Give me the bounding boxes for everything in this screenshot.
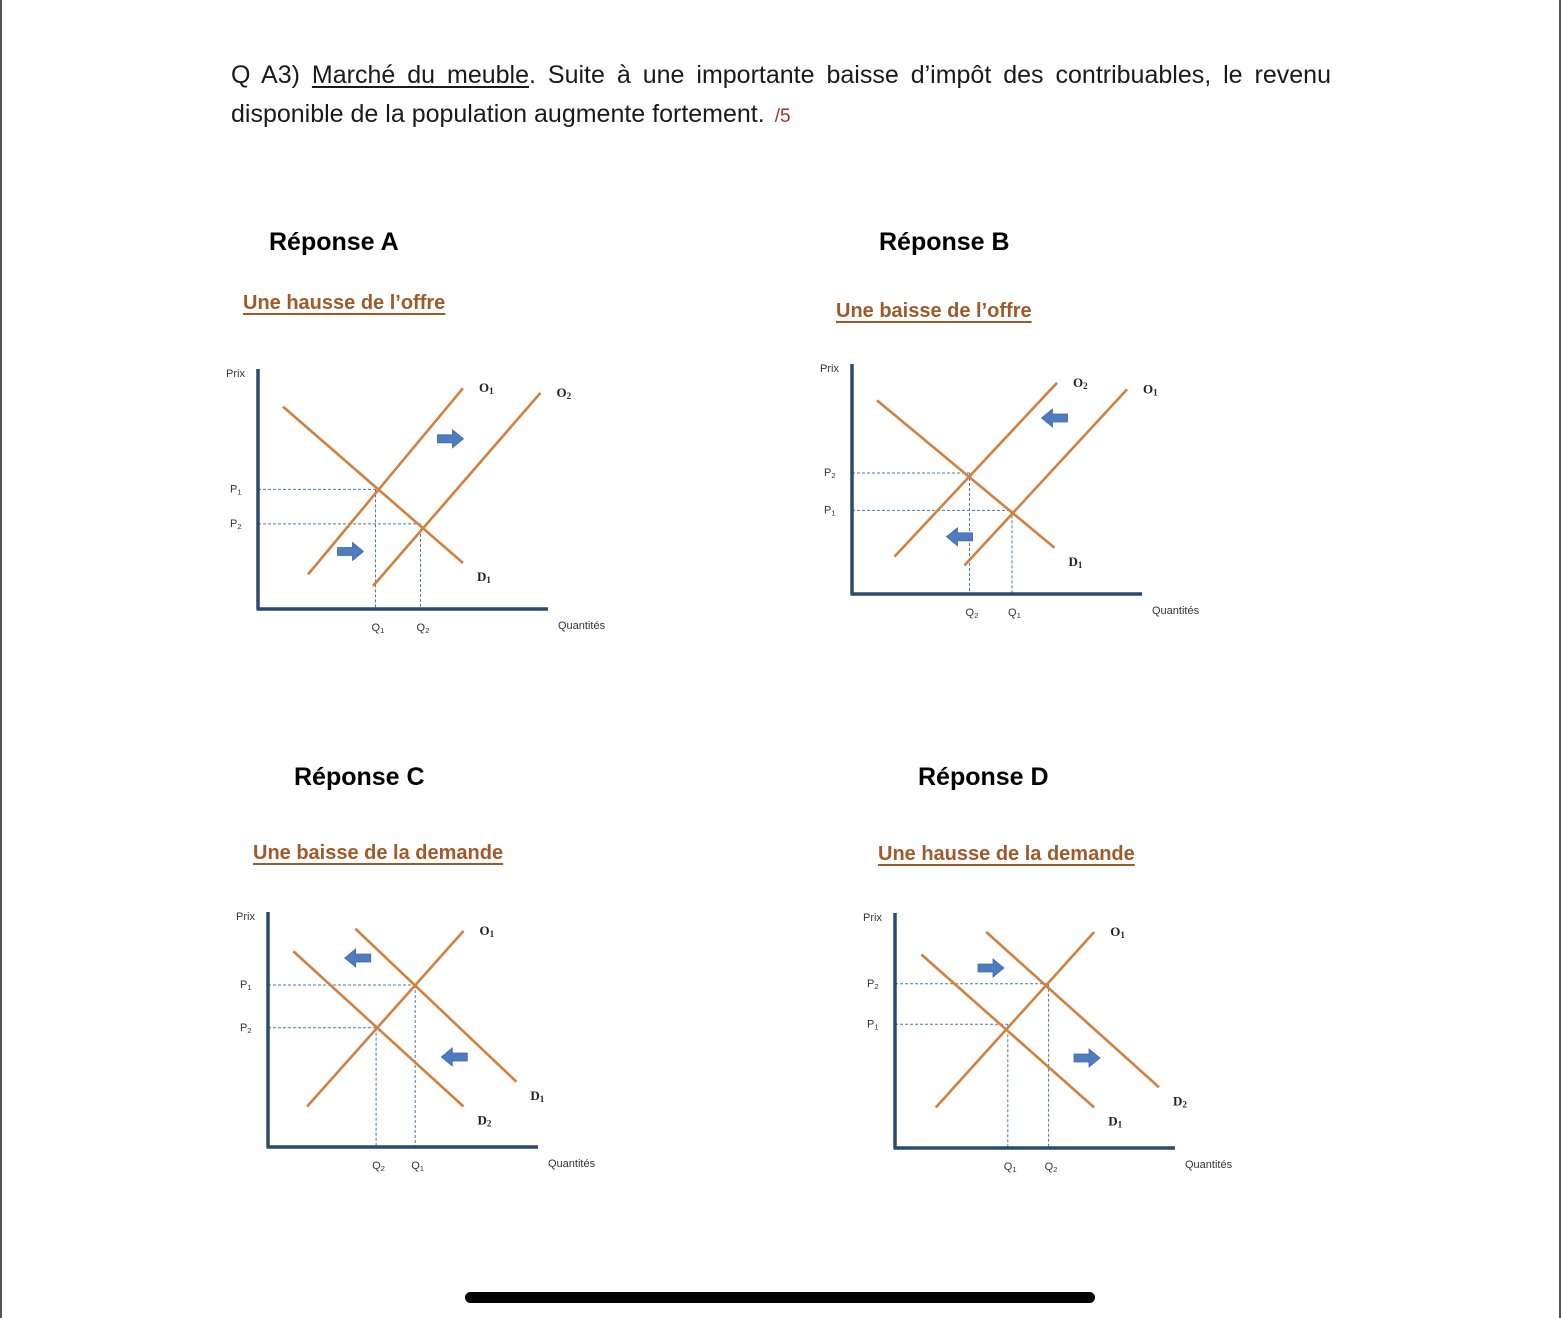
question-text xyxy=(231,56,1331,136)
answer-a-label[interactable]: Réponse A xyxy=(269,228,399,256)
y-axis-label: Prix xyxy=(236,911,255,923)
shift-arrow-right-icon xyxy=(1074,1049,1100,1067)
home-indicator[interactable] xyxy=(465,1292,1095,1303)
shift-arrow-left-icon xyxy=(1042,409,1068,427)
question-prefix: Q A3) xyxy=(231,61,312,89)
x-axis-label: Quantités xyxy=(1185,1159,1233,1171)
curve-label-o2: O2 xyxy=(1073,374,1088,391)
quantity-tick-label: Q1 xyxy=(371,622,385,635)
price-tick-label: P1 xyxy=(240,979,252,992)
curve-label-d1: D1 xyxy=(477,569,491,585)
curve-label-o1: O1 xyxy=(1143,381,1158,398)
page-right-edge xyxy=(1559,0,1561,1318)
curve-label-o1: O1 xyxy=(479,923,495,939)
question-market: Marché du meuble xyxy=(311,61,529,89)
supply-curve-o1 xyxy=(308,388,463,574)
x-axis-label: Quantités xyxy=(1152,605,1200,617)
y-axis-label: Prix xyxy=(863,912,882,924)
shift-arrow-right-icon xyxy=(978,959,1004,977)
quantity-tick-label: Q2 xyxy=(416,622,430,635)
chart-answer-c xyxy=(228,912,608,1182)
answer-c-subtitle: Une baisse de la demande xyxy=(253,842,504,864)
y-axis-label: Prix xyxy=(226,368,245,380)
curve-label-d1: D1 xyxy=(1068,553,1083,570)
curve-label-o1: O1 xyxy=(479,380,494,397)
shift-arrow-left-icon xyxy=(947,528,973,546)
y-axis-label: Prix xyxy=(820,363,839,375)
curve-label-o1: O1 xyxy=(1110,924,1125,940)
demand-curve-d1 xyxy=(283,407,463,563)
shift-arrow-left-icon xyxy=(441,1048,467,1066)
answer-d-label[interactable]: Réponse D xyxy=(918,763,1049,791)
price-tick-label: P2 xyxy=(240,1021,252,1035)
demand-curve-d1 xyxy=(355,929,516,1082)
answer-b-label[interactable]: Réponse B xyxy=(879,228,1010,256)
price-tick-label: P1 xyxy=(867,1018,879,1032)
chart-answer-d xyxy=(855,912,1250,1182)
curve-label-d1: D1 xyxy=(530,1087,545,1104)
demand-curve-d2 xyxy=(293,951,463,1106)
curve-label-d1: D1 xyxy=(1108,1113,1123,1130)
chart-answer-a xyxy=(220,365,620,645)
quantity-tick-label: Q2 xyxy=(372,1160,385,1173)
quantity-tick-label: Q1 xyxy=(1003,1161,1017,1174)
page-left-edge xyxy=(0,0,2,1318)
chart-answer-b xyxy=(812,363,1212,628)
shift-arrow-left-icon xyxy=(345,949,371,967)
quantity-tick-label: Q1 xyxy=(1008,607,1021,620)
shift-arrow-right-icon xyxy=(438,430,464,448)
shift-arrow-right-icon xyxy=(338,543,364,561)
price-tick-label: P2 xyxy=(230,517,242,531)
curve-label-d2: D2 xyxy=(1173,1093,1187,1110)
quantity-tick-label: Q2 xyxy=(1044,1161,1058,1174)
answer-a-subtitle: Une hausse de l’offre xyxy=(243,292,446,314)
price-tick-label: P2 xyxy=(867,977,879,991)
price-tick-label: P1 xyxy=(230,483,242,497)
quantity-tick-label: Q1 xyxy=(411,1160,425,1173)
curve-label-d2: D2 xyxy=(477,1112,492,1129)
price-tick-label: P2 xyxy=(824,467,836,480)
answer-d-subtitle: Une hausse de la demande xyxy=(878,843,1135,865)
curve-label-o2: O2 xyxy=(556,384,572,401)
x-axis-label: Quantités xyxy=(548,1158,596,1170)
question-body: . Suite à une importante baisse d’impôt des contribuables, le revenu disponible de la population augmente fortement. xyxy=(231,61,1331,128)
demand-curve-d1 xyxy=(877,400,1055,547)
x-axis-label: Quantités xyxy=(558,620,606,632)
price-tick-label: P1 xyxy=(824,504,836,518)
question-score: /5 xyxy=(774,106,791,127)
answer-c-label[interactable]: Réponse C xyxy=(294,763,425,791)
quantity-tick-label: Q2 xyxy=(965,607,979,620)
answer-b-subtitle: Une baisse de l’offre xyxy=(836,300,1032,322)
